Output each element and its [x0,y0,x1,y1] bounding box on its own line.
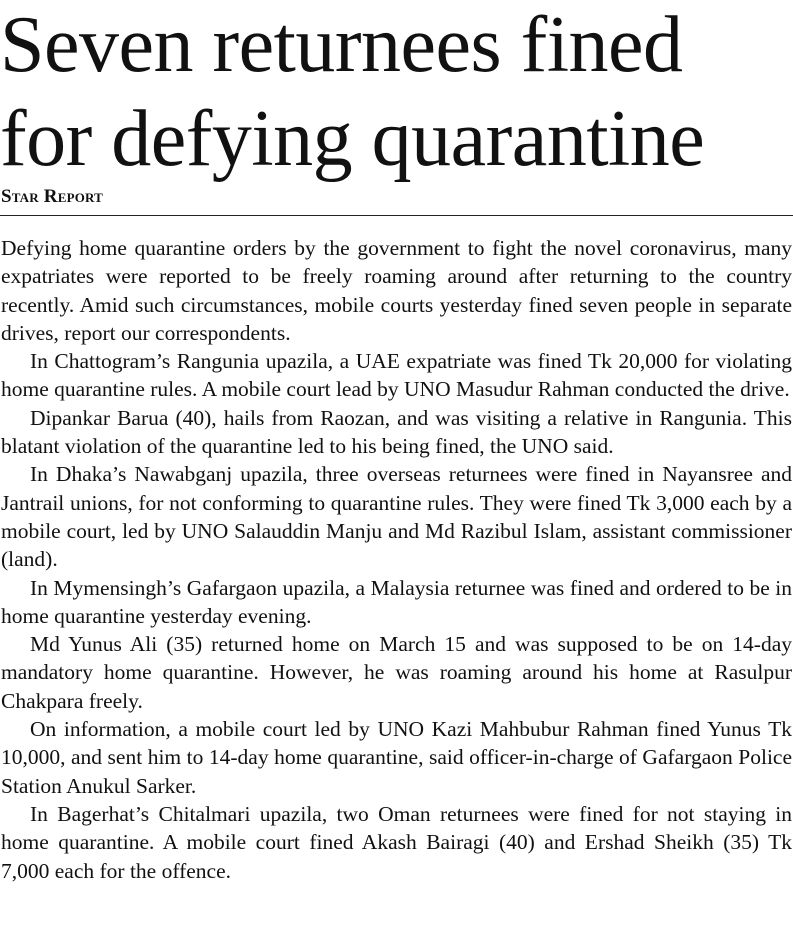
paragraph-3: Dipankar Barua (40), hails from Raozan, and was visiting a relative in Rangunia. This blatant violation of the quarantine led to his being fined, the UNO said. [1,405,792,459]
paragraph-1: Defying home quarantine orders by the government to fight the novel coronavirus, many expatriates were reported to be freely roaming around after returning to the country recently. Amid such circumstances, mobile courts yesterday fined seven people in separate drives, report our correspondents. [1,236,792,345]
article-body [1,234,792,885]
headline [0,0,793,186]
paragraph-5: In Mymensingh’s Gafargaon upazila, a Malaysia returnee was fined and ordered to be in home quarantine yesterday evening. [1,575,792,628]
paragraph-6: Md Yunus Ali (35) returned home on March 15 and was supposed to be on 14-day mandatory home quarantine. However, he was roaming around his home at Rasulpur Chakpara freely. [1,632,792,713]
paragraph-4: In Dhaka’s Nawabganj upazila, three overseas returnees were fined in Nayansree and Jantrail unions, for not conforming to quarantine rules. They were fined Tk 3,000 each by a mobile court, led by UNO Salauddin Manju and Md Razibul Islam, assistant commissioner (land). [1,462,792,572]
paragraph-8: In Bagerhat’s Chitalmari upazila, two Oman returnees were fined for not staying in home quarantine. A mobile court fined Akash Bairagi (40) and Ershad Sheikh (35) Tk 7,000 each for the offence. [1,801,792,883]
paragraph-2: In Chattogram’s Rangunia upazila, a UAE expatriate was fined Tk 20,000 for violating home quarantine rules. A mobile court lead by UNO Masudur Rahman conducted the drive. [1,349,792,402]
paragraph-7: On information, a mobile court led by UNO Kazi Mahbubur Rahman fined Yunus Tk 10,000, and sent him to 14-day home quarantine, said officer-in-charge of Gafargaon Police Station Anukul Sarker. [1,717,792,798]
byline: Star Report [1,186,104,207]
headline-line-1: Seven returnees fined [0,1,683,89]
headline-line-2: for defying quarantine [0,95,705,183]
byline-divider [0,215,793,216]
